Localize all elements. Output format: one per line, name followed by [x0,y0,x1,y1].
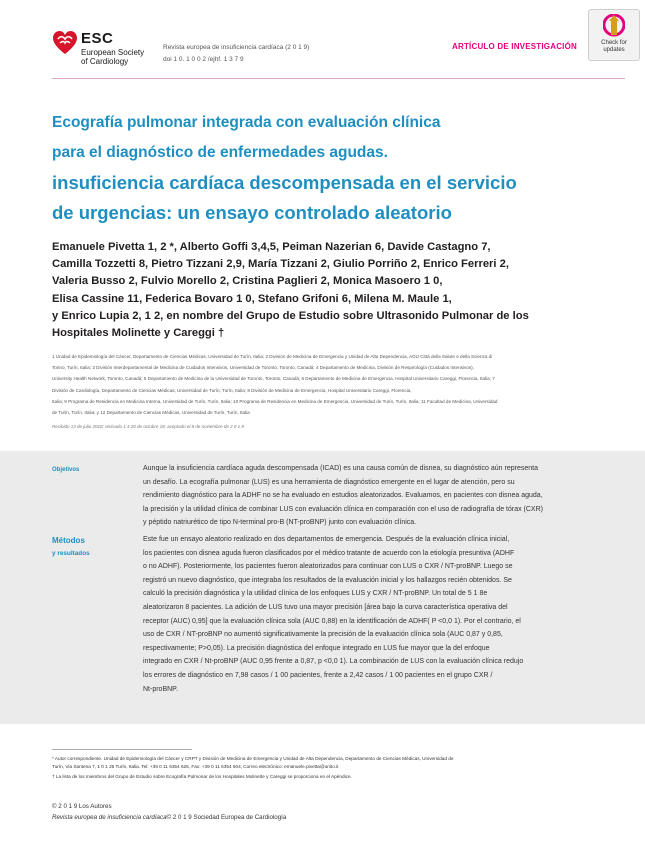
abstract-line: receptor (AUC) 0,95] que la evaluación clínica sola (AUC 0,88) en la identificación de ADHF( P <0,0 1). Por el contrario, el [143,617,521,625]
author-line: Camilla Tozzetti 8, Pietro Tizzani 2,9, María Tizzani 2, Giulio Porriño 2, Enrico Ferreri 2, [52,258,509,271]
author-list [52,239,592,342]
received-dates: Recibido 13 de julio 2018; revisado 1 4 20 de octubre 18; aceptado el 8 de noviembre de 2 0 1 8 [52,424,244,429]
author-line: Elisa Cassine 11, Federica Bovaro 1 0, Stefano Grifoni 6, Milena M. Maule 1, [52,292,452,305]
logo-organization: European Society of Cardiology [81,48,145,66]
abstract-line: Nt-proBNP. [143,685,178,693]
methods-heading: Métodos y resultados [52,536,90,557]
article-type-label: ARTÍCULO DE INVESTIGACIÓN [452,42,578,51]
abstract-line: integrado en CXR / Nt-proBNP (AUC 0,95 frente a 0,87, p <0,0 1). La combinación de LUS con la evaluación clínica redujo [143,658,524,666]
author-line: Emanuele Pivetta 1, 2 *, Alberto Goffi 3,4,5, Peiman Nazerian 6, Davide Castagno 7, [52,241,491,253]
study-group-note: † La lista de los miembros del Grupo de Estudio sobre Ecografía Pulmonar de los Hospitales Molinette y Careggi se proporciona en el Apéndice. [52,774,352,779]
affiliation-line: Italia; 9 Programa de Residencia en Medicina Interna, Universidad de Turín, Turín, Italia; 10 Programa de Residencia en Medicina de Emergencia, Universidad de Turín, Turín, Italia; 11 Facultad de Medicina, Universidad [52,398,498,404]
title-line-4: de urgencias: un ensayo controlado aleatorio [52,202,452,223]
abstract-line: calculó la precisión diagnóstica y la utilidad clínica de los enfoques LUS y CXR / NT-proBNP. Un total de 5 1 8e [143,590,488,598]
corresponding-author-note: * Autor correspondiente. Unidad de Epidemiología del Cáncer y CRPT y División de Medicina de Emergencia y Unidad de Alta Dependencia, Departamento de Ciencias Médicas, Universidad de Turín, Via Santena 7, 1 0 1 26 Turín, Italia. Tel: +39 0 11 6354 626, Fax: +39 0 11 6354 604, Correo electrónico: emanuele.pivetta@unito.it [52,756,454,769]
logo-wordmark: ESC [81,30,114,47]
abstract-line: registró un nuevo diagnóstico, que integraba los resultados de la evaluación inicial y los hallazgos recién obtenidos. Se [143,576,512,584]
abstract-line: rendimiento diagnóstico para la ADHF no se ha evaluado en estudios aleatorizados. Evaluamos, en pacientes con disnea aguda, [143,492,543,500]
abstract-line: aleatorizaron 8 pacientes. La adición de LUS tuvo una mayor precisión [área bajo la curva característica operativa del [143,603,508,611]
esc-logo [52,28,162,64]
title-line-1: Ecografía pulmonar integrada con evaluación clínica [52,114,441,131]
title-line-3: insuficiencia cardíaca descompensada en el servicio [52,172,517,193]
abstract-line: Aunque la insuficiencia cardíaca aguda descompensada (ICAD) es una causa común de disnea, su diagnóstico aún representa [143,465,538,472]
copyright-notice: © 2 0 1 9 Los Autores Revista europea de insuficiencia cardíaca© 2 0 1 9 Sociedad Europea de Cardiología [52,803,287,821]
affiliation-line: División de Cardiología, Departamento de Ciencias Médicas, Universidad de Turín, Turín, Italia; 8 División de Medicina de Emergencia, Hospital Universitario Careggi, Florencia, [52,387,412,393]
footnote-divider [52,749,192,750]
journal-name: Revista europea de insuficiencia cardíaca (2 0 1 9) [163,44,310,51]
esc-heart-icon [52,30,78,56]
journal-name-italic: Revista europea de insuficiencia cardíaca [52,814,167,821]
methods-text [143,533,605,696]
author-line: Valeria Busso 2, Fulvio Morello 2, Cristina Paglieri 2, Monica Masoero 1 0, [52,275,443,288]
header-divider [52,78,625,79]
abstract-panel [0,451,645,724]
check-updates-icon [603,14,625,38]
objectives-text [143,462,605,530]
objectives-heading: Objetivos [52,467,80,473]
abstract-line: la precisión y la utilidad clínica de combinar LUS con evaluación clínica en comparación con el uso de radiografía de tórax (CXR) [143,505,543,513]
title-line-2: para el diagnóstico de enfermedades agudas. [52,144,388,161]
abstract-line: Este fue un ensayo aleatorio realizado en dos departamentos de emergencia. Después de la evaluación clínica inicial, [143,536,510,543]
abstract-line: los errores de diagnóstico en 7,98 casos / 1 00 pacientes, frente a 2,42 casos / 1 00 pacientes en el grupo CXR / [143,671,493,679]
affiliation-line: de Turín, Turín, Italia; y 12 Departamento de Ciencias Médicas, Universidad de Turín, Turín, Italia [52,410,250,416]
abstract-line: o no ADHF). Posteriormente, los pacientes fueron aleatorizados para continuar con LUS o CXR / NT-proBNP. Luego se [143,563,513,571]
author-line: Hospitales Molinette y Careggi † [52,327,225,340]
doi-link[interactable]: doi 1 0. 1 0 0 2 /ejhf. 1 3 7 9 [163,56,244,63]
check-for-updates-badge[interactable]: Check for updates [588,9,640,61]
abstract-line: uso de CXR / NT-proBNP no aumentó significativamente la precisión de la evaluación clínica sola (AUC 0,87 y 0,85, [143,631,503,639]
abstract-line: los pacientes con disnea aguda fueron clasificados por el médico tratante de acuerdo con la etiología presuntiva (ADHF [143,549,515,557]
affiliation-line: 1 Unidad de Epidemiología del Cáncer, Departamento de Ciencias Médicas, Universidad de Turín, Italia; 2 División de Medicina de Emergencia y Unidad de Alta Dependencia, AOU Città della Salute e della Scienza di [52,354,493,359]
affiliations [52,351,607,418]
affiliation-line: University Health Network, Toronto, Canadá; 5 Departamento de Medicina de la Universidad de Toronto, Toronto, Canadá; 6 Departamento de Medicina de Emergencia, Hospital Universitario Careggi, Florencia, Italia; 7 [52,376,495,382]
author-line: y Enrico Lupia 2, 1 2, en nombre del Grupo de Estudio sobre Ultrasonido Pulmonar de los [52,309,529,322]
abstract-line: un desafío. La ecografía pulmonar (LUS) es una herramienta de diagnóstico emergente en el lugar de atención, pero su [143,478,515,486]
abstract-line: y péptido natriurético de tipo N-terminal pro-B (NT-proBNP) junto con evaluación clínica. [143,519,417,527]
journal-citation [163,42,309,66]
affiliation-line: Torino, Turín, Italia; 3 División Interdepartamental de Medicina de Cuidados Intensivos, Universidad de Toronto, Toronto, Canadá; 4 Departamento de Medicina, División de Respirología (Cuidados Intensivos), [52,365,474,371]
abstract-line: respectivamente; P>0,05). La precisión diagnóstica del enfoque integrado en LUS fue mayor que la del enfoque [143,644,490,652]
